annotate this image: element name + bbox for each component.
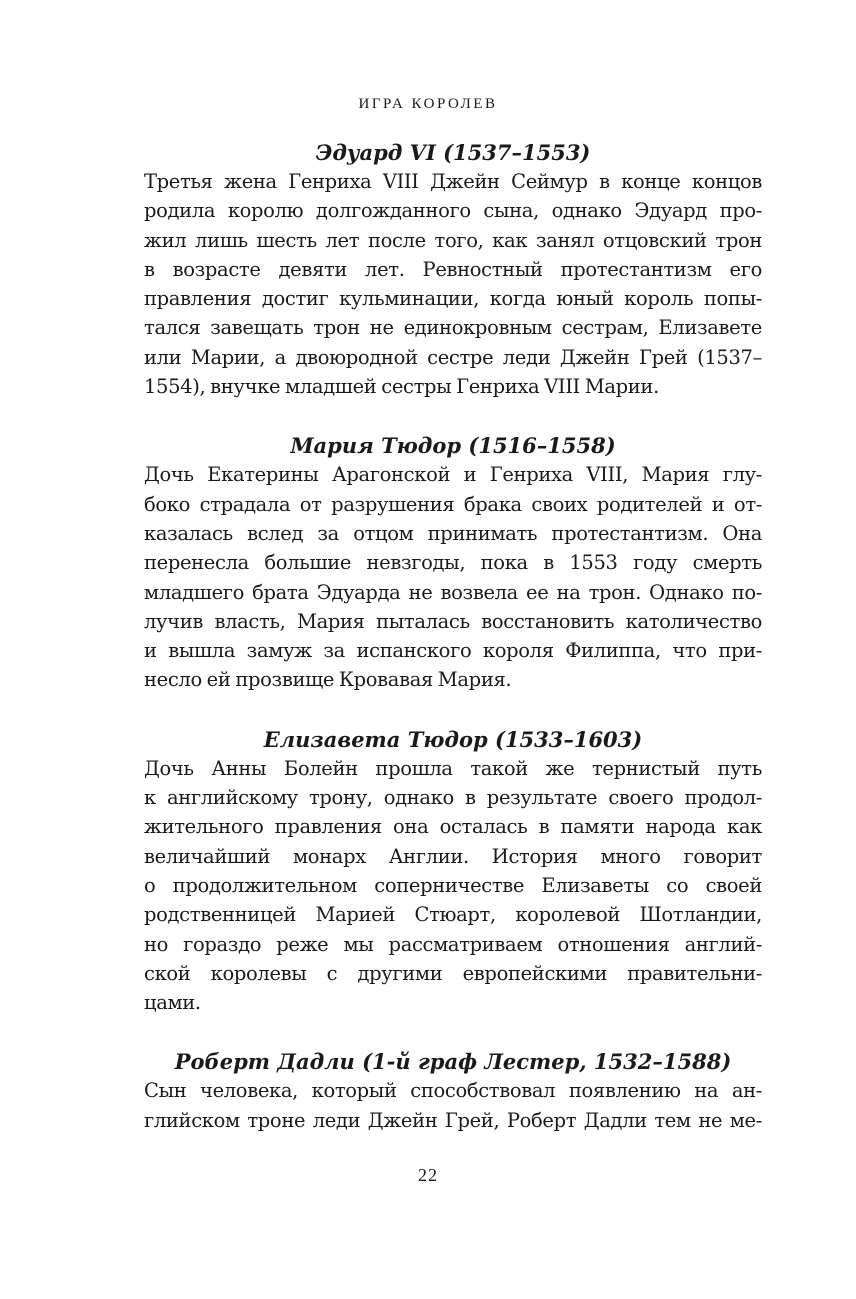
- text-line: Дочь Анны Болейн прошла такой же тернистый путь: [144, 756, 762, 780]
- text-line: боко страдала от разрушения брака своих родителей и от-: [144, 492, 762, 516]
- text-line: перенесла большие невзгоды, пока в 1553 году смерть: [144, 551, 762, 575]
- text-line: цами.: [144, 991, 201, 1015]
- page-number: 22: [418, 1165, 438, 1185]
- text-line: или Марии, а двоюродной сестре леди Джейн Грей (1537–: [144, 345, 762, 369]
- text-line: жительного правления она осталась в памяти народа как: [144, 815, 762, 839]
- text-line: 1554), внучке младшей сестры Генриха VIII Марии.: [144, 375, 659, 399]
- text-line: Третья жена Генриха VIII Джейн Сеймур в конце концов: [144, 170, 762, 193]
- text-line: казалась вслед за отцом принимать протестантизм. Она: [144, 521, 762, 545]
- text-line: о продолжительном соперничестве Елизаветы со своей: [144, 873, 762, 897]
- section-title: Эдуард VI (1537–1553): [315, 140, 591, 165]
- text-line: несло ей прозвище Кровавая Мария.: [144, 668, 512, 692]
- section-edward-vi: [144, 138, 762, 401]
- text-line: величайший монарх Англии. История много говорит: [144, 844, 762, 868]
- text-line: жил лишь шесть лет после того, как занял отцовский трон: [144, 228, 762, 252]
- text-line: и вышла замуж за испанского короля Филиппа, что при-: [144, 639, 762, 663]
- section-title: Мария Тюдор (1516–1558): [290, 433, 616, 459]
- text-line: Сын человека, который способствовал появлению на ан-: [144, 1079, 762, 1103]
- section-mary-tudor: [144, 431, 762, 694]
- text-line: правления достиг кульминации, когда юный король попы-: [144, 287, 762, 311]
- text-line: но гораздо реже мы рассматриваем отношения англий-: [144, 932, 762, 956]
- section-paragraph: [144, 460, 762, 694]
- text-line: к английскому трону, однако в результате своего продол-: [144, 786, 762, 810]
- page-content: [144, 138, 762, 1165]
- section-title: Елизавета Тюдор (1533–1603): [263, 726, 643, 752]
- section-paragraph: [144, 754, 762, 1018]
- section-title: Роберт Дадли (1-й граф Лестер, 1532–1588): [174, 1049, 732, 1075]
- text-line: Дочь Екатерины Арагонской и Генриха VIII, Мария глу-: [144, 463, 762, 487]
- text-line: родственницей Марией Стюарт, королевой Шотландии,: [144, 903, 762, 927]
- running-head: ИГРА КОРОЛЕВ: [358, 96, 498, 112]
- text-line: младшего брата Эдуарда не возвела ее на трон. Однако по-: [144, 580, 762, 604]
- section-robert-dudley: [144, 1047, 762, 1135]
- text-line: лучив власть, Мария пыталась восстановить католичество: [144, 609, 762, 633]
- text-line: в возрасте девяти лет. Ревностный протестантизм его: [144, 257, 762, 281]
- text-line: ской королевы с другими европейскими правительни-: [144, 961, 762, 985]
- text-line: глийском троне леди Джейн Грей, Роберт Дадли тем не ме-: [144, 1108, 762, 1132]
- text-line: родила королю долгожданного сына, однако Эдуард про-: [144, 199, 762, 223]
- section-paragraph: [144, 1076, 762, 1135]
- section-paragraph: [144, 167, 762, 401]
- text-line: тался завещать трон не единокровным сестрам, Елизавете: [144, 316, 762, 340]
- section-elizabeth-tudor: [144, 725, 762, 1018]
